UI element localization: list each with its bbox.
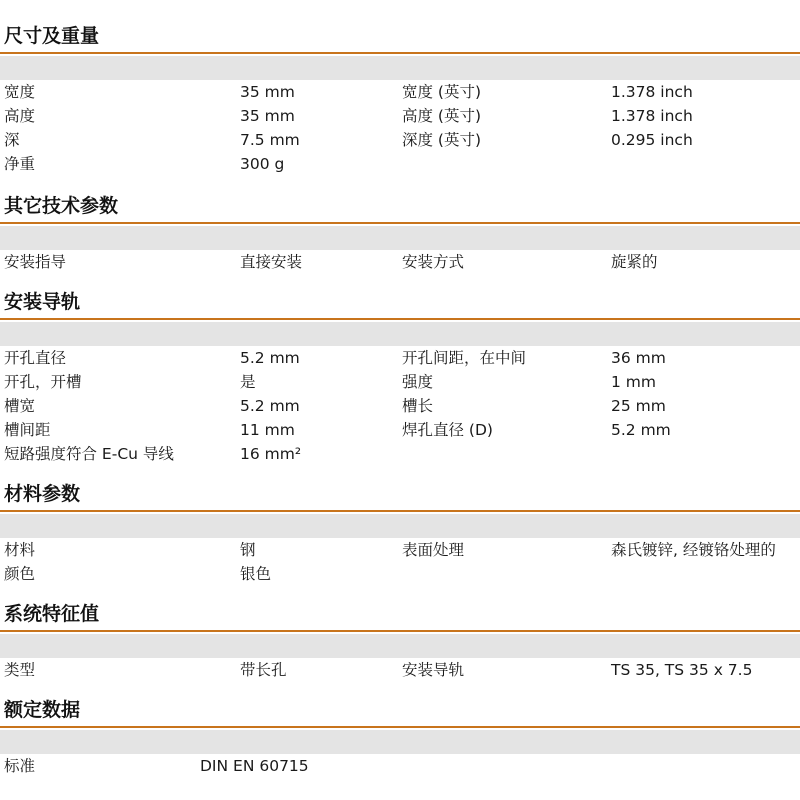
param-label: 焊孔直径 (D) (402, 421, 493, 439)
param-label: 宽度 (英寸) (402, 83, 482, 101)
param-value: 5.2 mm (240, 397, 300, 415)
param-value: 1 mm (611, 373, 656, 391)
param-label: 安装指导 (4, 253, 67, 271)
param-label: 槽长 (402, 397, 434, 415)
param-label: 标准 (4, 757, 36, 775)
param-value: 25 mm (611, 397, 666, 415)
param-value: 36 mm (611, 349, 666, 367)
section-rule (0, 222, 800, 224)
param-label: 强度 (402, 373, 434, 391)
section-band (0, 514, 800, 538)
section-rule (0, 510, 800, 512)
param-value: 16 mm² (240, 445, 302, 463)
table-row (0, 346, 800, 370)
param-value: 1.378 inch (611, 107, 693, 125)
section-title-rated: 额定数据 (4, 699, 81, 721)
param-value: 11 mm (240, 421, 295, 439)
section-band (0, 730, 800, 754)
section-rule (0, 52, 800, 54)
section-title-system: 系统特征值 (4, 603, 100, 625)
param-label: 深 (4, 131, 20, 149)
param-label: 槽间距 (4, 421, 51, 439)
table-row (0, 754, 800, 778)
table-row (0, 104, 800, 128)
param-value: 钢 (240, 541, 256, 559)
section-title-rail: 安装导轨 (4, 291, 81, 313)
table-row (0, 394, 800, 418)
param-value: 森氏镀锌, 经镀铬处理的 (611, 541, 776, 559)
param-label: 表面处理 (402, 541, 465, 559)
param-value: 35 mm (240, 107, 295, 125)
section-band (0, 56, 800, 80)
table-row (0, 80, 800, 104)
param-value: 1.378 inch (611, 83, 693, 101)
section-rule (0, 318, 800, 320)
param-value: 5.2 mm (611, 421, 671, 439)
table-row (0, 128, 800, 152)
table-row (0, 152, 800, 176)
param-label: 材料 (4, 541, 36, 559)
param-label: 高度 (4, 107, 36, 125)
section-rule (0, 630, 800, 632)
table-row (0, 658, 800, 682)
param-label: 颜色 (4, 565, 36, 583)
param-value: 是 (240, 373, 256, 391)
param-label: 深度 (英寸) (402, 131, 482, 149)
table-row (0, 250, 800, 274)
section-title-dimensions: 尺寸及重量 (4, 25, 100, 47)
section-band (0, 322, 800, 346)
param-value: TS 35, TS 35 x 7.5 (611, 661, 753, 679)
param-label: 净重 (4, 155, 36, 173)
section-band (0, 634, 800, 658)
param-value: 7.5 mm (240, 131, 300, 149)
param-label: 开孔，开槽 (4, 373, 82, 391)
table-row (0, 562, 800, 586)
param-label: 类型 (4, 661, 36, 679)
param-label: 槽宽 (4, 397, 36, 415)
param-value: 旋紧的 (611, 253, 658, 271)
param-value: 35 mm (240, 83, 295, 101)
param-value: 5.2 mm (240, 349, 300, 367)
section-rule (0, 726, 800, 728)
table-row (0, 538, 800, 562)
param-label: 安装方式 (402, 253, 465, 271)
table-row (0, 370, 800, 394)
table-row (0, 418, 800, 442)
section-title-material: 材料参数 (4, 483, 81, 505)
param-value: 带长孔 (240, 661, 287, 679)
param-label: 宽度 (4, 83, 36, 101)
param-value: DIN EN 60715 (200, 757, 309, 775)
param-label: 开孔直径 (4, 349, 67, 367)
section-title-other: 其它技术参数 (4, 195, 119, 217)
param-value: 0.295 inch (611, 131, 693, 149)
param-value: 直接安装 (240, 253, 303, 271)
param-label: 短路强度符合 E-Cu 导线 (4, 445, 174, 463)
table-row (0, 442, 800, 466)
param-label: 安装导轨 (402, 661, 465, 679)
param-label: 高度 (英寸) (402, 107, 482, 125)
param-label: 开孔间距，在中间 (402, 349, 527, 367)
param-value: 300 g (240, 155, 285, 173)
param-value: 银色 (240, 565, 272, 583)
section-band (0, 226, 800, 250)
